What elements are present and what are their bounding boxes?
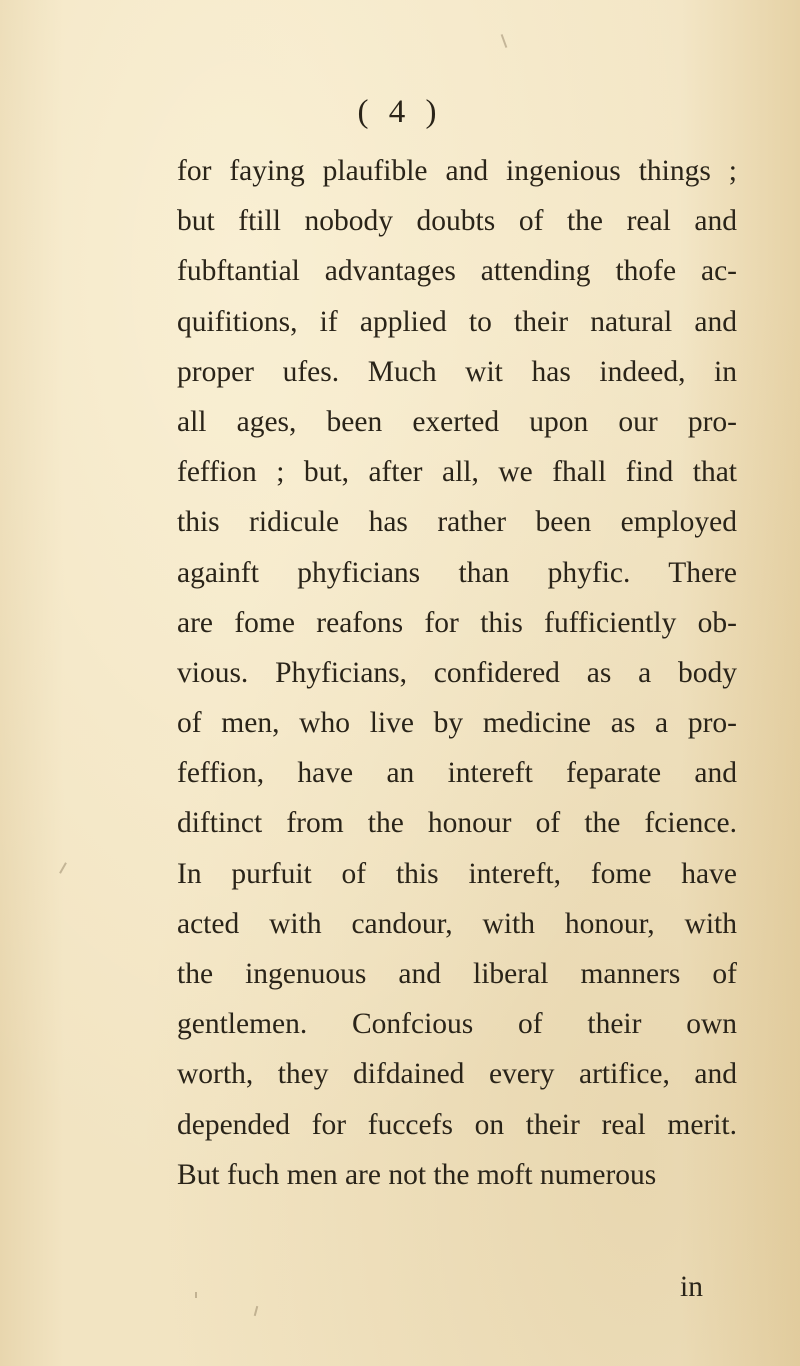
text-line: quifitions, if applied to their natural and	[177, 305, 737, 338]
text-line: are fome reafons for this fufficiently ob-	[177, 606, 737, 639]
text-line: proper ufes. Much wit has indeed, in	[177, 355, 737, 388]
text-line: depended for fuccefs on their real merit.	[177, 1108, 737, 1141]
text-line: But fuch men are not the moft numerous	[177, 1158, 657, 1191]
text-line: this ridicule has rather been employed	[177, 506, 737, 539]
paper-speck	[195, 1292, 197, 1298]
text-line: fubftantial advantages attending thofe ac-	[177, 255, 737, 288]
page-number: ( 4 )	[357, 94, 443, 130]
text-line: againft phyficians than phyfic. There	[177, 556, 737, 589]
text-line: diftinct from the honour of the fcience.	[177, 807, 737, 840]
paper-speck	[59, 862, 67, 873]
text-line: all ages, been exerted upon our pro-	[177, 405, 737, 438]
catchword: in	[680, 1271, 703, 1303]
text-line: feffion, have an intereft feparate and	[177, 757, 737, 790]
text-line: but ftill nobody doubts of the real and	[177, 205, 737, 238]
text-line: for faying plaufible and ingenious things ;	[177, 155, 737, 187]
paper-speck	[501, 34, 508, 48]
text-line: the ingenuous and liberal manners of	[177, 958, 737, 990]
text-line: gentlemen. Confcious of their own	[177, 1008, 737, 1041]
paper-speck	[254, 1306, 259, 1316]
text-line: worth, they difdained every artifice, and	[177, 1058, 737, 1091]
text-line: In purfuit of this intereft, fome have	[177, 857, 737, 890]
text-line: of men, who live by medicine as a pro-	[177, 707, 737, 740]
text-line: acted with candour, with honour, with	[177, 907, 737, 940]
text-line: feffion ; but, after all, we fhall find that	[177, 456, 737, 489]
text-line: vious. Phyficians, confidered as a body	[177, 656, 737, 689]
body-text	[177, 146, 737, 1200]
